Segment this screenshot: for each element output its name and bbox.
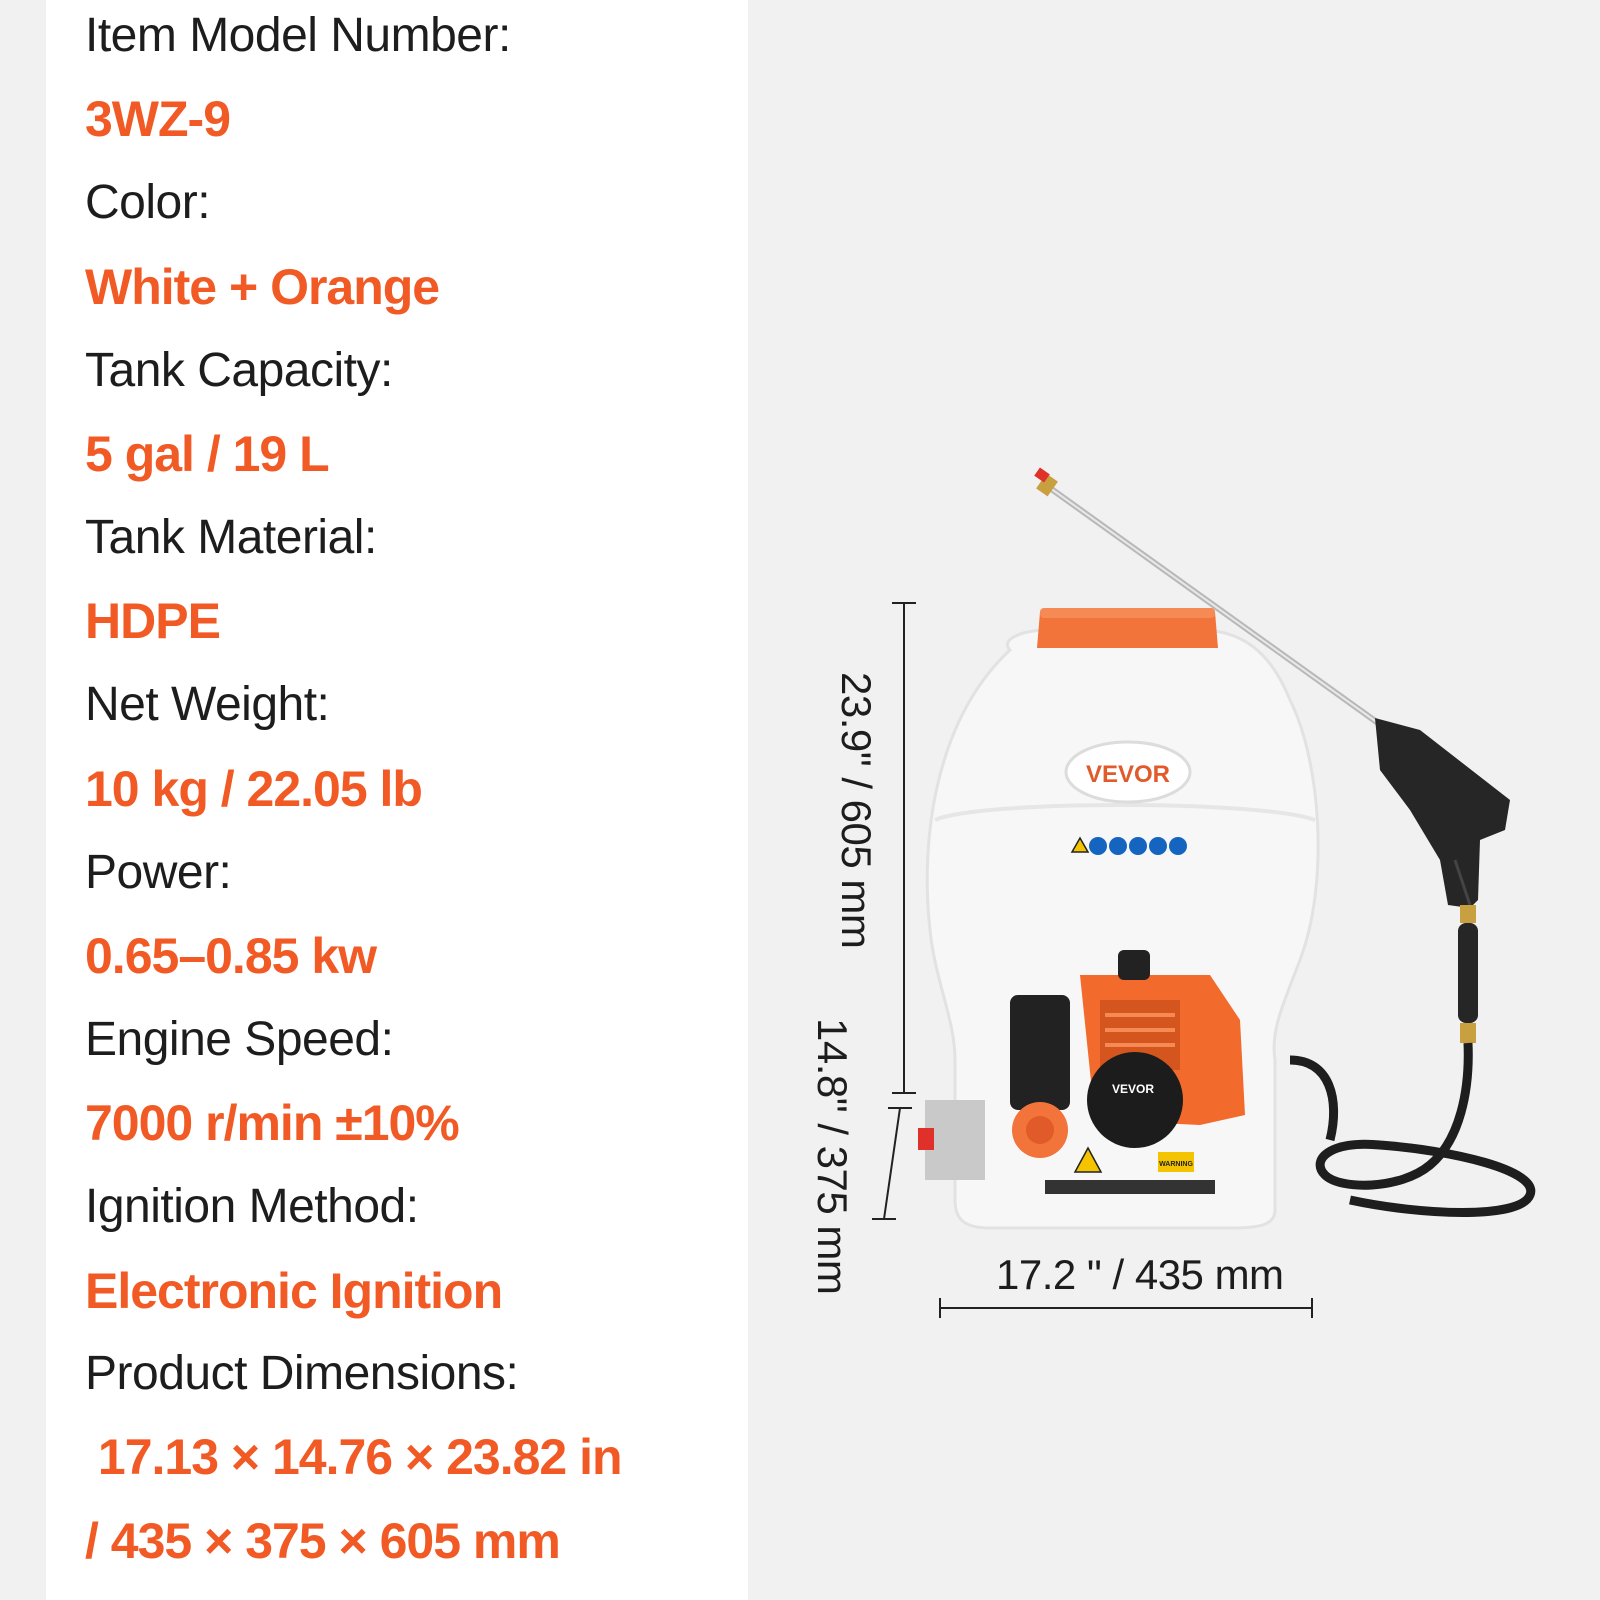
spec-value-dimensions-in: 17.13 × 14.76 × 23.82 in	[85, 1429, 622, 1485]
spec-label-model: Item Model Number:	[85, 9, 511, 62]
tank-brand-logo: VEVOR	[1085, 761, 1171, 788]
spec-label-capacity: Tank Capacity:	[85, 344, 393, 397]
spec-label-dimensions: Product Dimensions:	[85, 1347, 519, 1400]
spec-value-dimensions-mm: / 435 × 375 × 605 mm	[85, 1513, 560, 1569]
spec-value-material: HDPE	[85, 593, 220, 649]
height-dimension-label: 23.9" / 605 mm	[833, 672, 880, 949]
spec-value-capacity: 5 gal / 19 L	[85, 426, 329, 482]
warning-sticker: WARNING	[1159, 1161, 1193, 1168]
spec-value-color: White + Orange	[85, 259, 440, 315]
engine-brand-logo: VEVOR	[1111, 1082, 1155, 1096]
spec-label-color: Color:	[85, 176, 211, 229]
spec-label-ignition: Ignition Method:	[85, 1180, 419, 1233]
spec-value-weight: 10 kg / 22.05 lb	[85, 761, 422, 817]
depth-dimension-label: 14.8" / 375 mm	[809, 1018, 856, 1295]
width-dimension-line	[940, 1298, 1312, 1318]
height-dimension-line	[892, 603, 916, 1093]
spec-label-weight: Net Weight:	[85, 678, 330, 731]
spec-value-model: 3WZ-9	[85, 91, 230, 147]
width-dimension-label: 17.2 " / 435 mm	[996, 1251, 1284, 1298]
spec-label-speed: Engine Speed:	[85, 1013, 394, 1066]
spec-value-ignition: Electronic Ignition	[85, 1263, 503, 1319]
spec-value-power: 0.65–0.85 kw	[85, 928, 377, 984]
spec-label-material: Tank Material:	[85, 511, 377, 564]
spec-label-power: Power:	[85, 846, 232, 899]
spec-value-speed: 7000 r/min ±10%	[85, 1095, 459, 1151]
product-illustration-area	[748, 0, 1600, 1600]
depth-dimension-line	[872, 1108, 912, 1219]
